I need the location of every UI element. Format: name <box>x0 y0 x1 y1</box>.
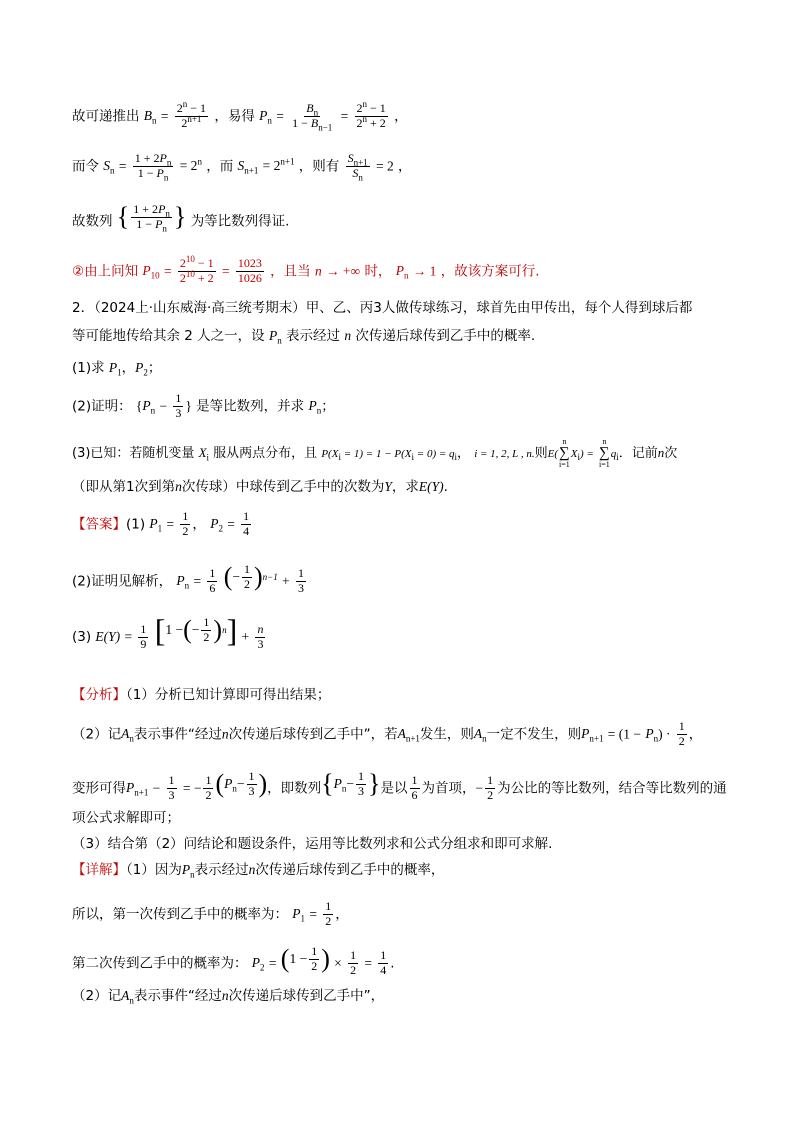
text: ，求 <box>391 479 419 495</box>
text: 为首项， <box>421 780 476 797</box>
text: 时， <box>364 263 392 280</box>
question-part-3-b: （即从第1次到第n次传球）中球传到乙手中的次数为Y，求E(Y). <box>72 479 448 495</box>
text: (2)证明见解析， <box>72 573 173 590</box>
text: 次 <box>664 446 678 461</box>
text: . <box>443 479 448 495</box>
text: 服从两点分布，且 <box>213 446 318 461</box>
text: (1) <box>126 516 146 533</box>
text: ，易得 <box>214 108 255 125</box>
text: ，则有 <box>298 158 340 175</box>
text: 而令 <box>72 158 99 175</box>
text: 表示事件“经过 <box>133 988 222 1004</box>
text: . <box>390 955 395 972</box>
text: 则 <box>534 446 548 461</box>
text: 故数列 <box>72 213 113 230</box>
analysis-1 <box>72 687 330 703</box>
text: 所以，第一次传到乙手中的概率为： <box>72 906 288 923</box>
text: ， <box>394 108 408 125</box>
text: 次传递后球传到乙手中”， <box>228 988 385 1004</box>
text: 第二次传到乙手中的概率为： <box>72 955 248 972</box>
text: ，而 <box>206 158 234 175</box>
text: ； <box>147 360 162 376</box>
detail-2: 所以，第一次传到乙手中的概率为： $P_1$ = $\frac{1}{2}$ ， <box>72 899 349 928</box>
detail-4: （2）记$A_n$表示事件“经过n次传递后球传到乙手中”， <box>72 988 385 1006</box>
answer-tag: 【答案】 <box>72 516 126 533</box>
text: ，故该方案可行. <box>440 263 540 280</box>
text: 表示经过 <box>286 328 341 344</box>
text: 次传球）中球传到乙手中的次数为 <box>181 479 385 495</box>
text: 项公式求解即可； <box>72 810 180 826</box>
derivation-line-4: ②由上问知 $P_{10}$ = $\frac{2^{10} - 1}{2^{10} + 2}$ = $\frac{1023}{1026}$ ，且当 n → +∞ 时， $P_n \to 1$ ，故该方案可行. <box>72 254 540 285</box>
derivation-line-2: 而令 $S_n$ = $\frac{1 + 2P_n}{1 - P_n}$ = $2^n$ ，而 $S_{n+1} = 2^{n+1}$ ，则有 $\frac{S_{n+1}}{S_n}$ = 2 ， <box>72 151 412 183</box>
text: ， <box>121 360 136 376</box>
text: ， <box>688 726 703 743</box>
detail-3: 第二次传到乙手中的概率为： $P_2$ = ( 1 − $\frac{1}{2}$ ) × $\frac{1}{2}$ = $\frac{1}{4}$ . <box>72 944 395 977</box>
text: (2)证明： <box>72 398 132 415</box>
question-part-1: (1)求 $P_1$，$P_2$； <box>72 360 162 378</box>
text: (3) <box>72 629 92 645</box>
text: ， <box>192 516 206 533</box>
answer-2: (2)证明见解析， $P_n$ = $\frac{1}{6}$ ( − $\frac{1}{2}$ ) $^{n-1}$ + $\frac{1}{3}$ <box>72 562 304 595</box>
detail-tag: 【详解】 <box>72 862 126 878</box>
question-heading <box>72 300 692 316</box>
text: 2．（2024上·山东威海·高三统考期末）甲、乙、丙3人做传球练习，球首先由甲传出，每个人得到球后都 <box>72 300 693 316</box>
text: 发生，则 <box>419 726 474 743</box>
analysis-3: 变形可得$P_{n+1}$ − $\frac{1}{3}$ = − $\frac{1}{2}$ ( $P_n$ − $\frac{1}{3}$ ) ，即数列 { $P_n$ − $\frac{1}{3}$ } 是以 $\frac{1}{6}$ 为首项，− $\frac{1}{2}$ 为公比的等比数列，结合等比数列的通 <box>72 769 727 802</box>
derivation-line-3: 故数列 { $\frac{1 + 2P_n}{1 - P_n}$ } 为等比数列得证. <box>72 202 290 234</box>
text: 是等比数列，并求 <box>196 398 305 415</box>
analysis-2: （2）记$A_n$表示事件“经过n次传递后球传到乙手中”，若$A_{n+1}$发生，则$A_n$一定不发生，则$P_{n+1} = (1 - P_n)$ · $\frac{1}{2}$ ， <box>72 719 703 748</box>
detail-1: 【详解】（1）因为$P_n$表示经过n次传递后球传到乙手中的概率， <box>72 862 445 880</box>
text: （3）结合第（2）问结论和题设条件，运用等比数列求和公式分组求和即可求解. <box>72 836 553 852</box>
text: 次传递后球传到乙手中的概率， <box>255 862 445 878</box>
answer-1: 【答案】(1) $P_1$ = $\frac{1}{2}$ ， $P_2$ = $\frac{1}{4}$ <box>72 509 250 538</box>
text: （2）记 <box>72 726 122 743</box>
analysis-5 <box>72 836 552 852</box>
text: 为公比的等比数列，结合等比数列的通 <box>497 780 727 797</box>
text: (1)求 <box>72 360 105 376</box>
text: (3)已知：若随机变量 <box>72 446 195 461</box>
text: （即从第1次到第 <box>72 479 176 495</box>
question-part-2: (2)证明： {$P_n$ − $\frac{1}{3}$ } 是等比数列，并求 $P_n$； <box>72 391 335 420</box>
text: ， <box>398 158 412 175</box>
text: ； <box>321 398 335 415</box>
derivation-line-1: 故可递推出 $B_n$ = $\frac{2^n - 1}{2^{n+1}}$ ，易得 $P_n$ = $\frac{B_n}{1 - B_{n-1}}$ = $\frac{2^n - 1}{2^n + 2}$ ， <box>72 99 408 133</box>
text: 表示事件“经过 <box>133 726 222 743</box>
text: ， <box>457 446 471 461</box>
text: 表示经过 <box>194 862 249 878</box>
text: 等可能地传给其余 2 人之一，设 <box>72 328 265 344</box>
text: 故可递推出 <box>72 108 140 125</box>
text: ．记前 <box>618 446 658 461</box>
text: 是以 <box>380 780 408 797</box>
analysis-4 <box>72 810 180 826</box>
text: （2）记 <box>72 988 122 1004</box>
text: 次传递后球传到乙手中”，若 <box>228 726 398 743</box>
text: 为等比数列得证. <box>190 213 290 230</box>
text: ，且当 <box>270 263 311 280</box>
text: 次传递后球传到乙手中的概率. <box>355 328 536 344</box>
text: ②由上问知 <box>72 263 139 280</box>
question-part-3: (3)已知：若随机变量 $X_i$ 服从两点分布，且 $P(X_i = 1) = 1 - P(X_i = 0) = q_i$， i = 1, 2, L , n.则E( n ∑ i=1 $X_i$) = n ∑ i=1 $q_i$．记前n次 <box>72 437 678 469</box>
text: （1）因为 <box>126 862 182 878</box>
text: 变形可得 <box>72 780 126 797</box>
text: ，即数列 <box>267 780 322 797</box>
text: （1）分析已知计算即可得出结果； <box>126 687 331 703</box>
analysis-tag: 【分析】 <box>72 687 126 703</box>
question-line-2: 等可能地传给其余 2 人之一，设 $P_n$ 表示经过 n 次传递后球传到乙手中的概率. <box>72 328 536 346</box>
answer-3: (3) E(Y) = $\frac{1}{9}$ [ 1 − ( − $\frac{1}{2}$ ) n ] + $\frac{n}{3}$ <box>72 612 264 651</box>
text: 一定不发生，则 <box>486 726 582 743</box>
